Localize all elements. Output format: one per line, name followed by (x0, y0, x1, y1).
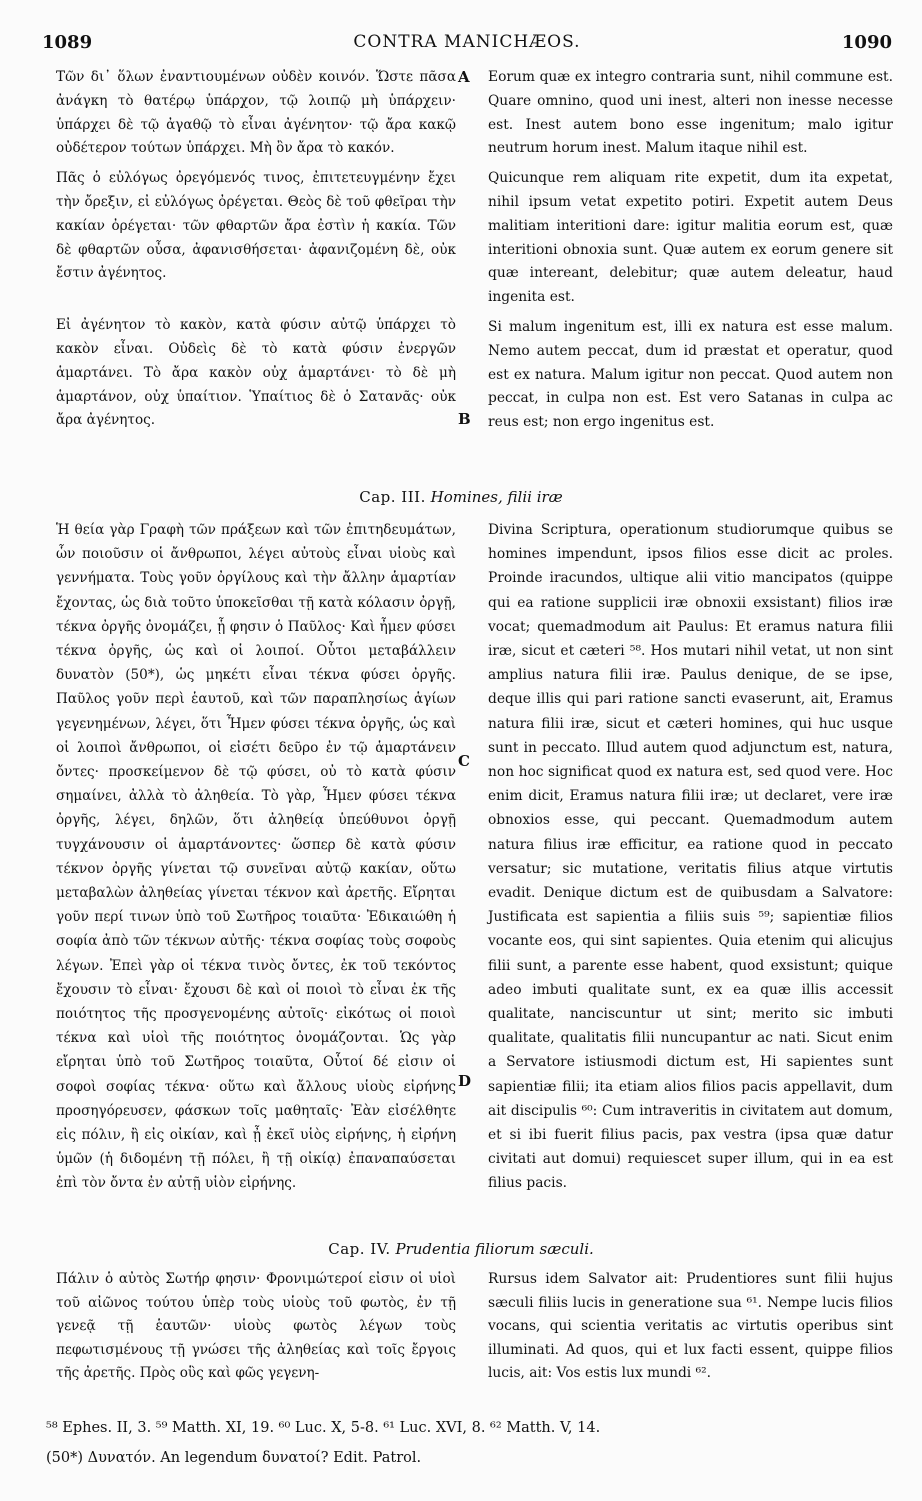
chapter-4-title: Prudentia filiorum sæculi. (395, 1240, 594, 1258)
margin-letter-d: D (458, 1072, 472, 1090)
greek-column-cap3 (56, 518, 456, 1202)
chapter-3-heading (0, 488, 922, 506)
chapter-4-heading (0, 1240, 922, 1258)
chapter-3-title: Homines, filii iræ (430, 488, 563, 506)
latin-paragraph: Divina Scriptura, operationum studiorumque quibus se homines impendunt, ipsos filios esse dicit ac proles. Proinde iracundos, ultique alii vitio mancipatos (quippe qui ea ratione supplicii iræ obnoxii exsistant) filios iræ vocat; quemadmodum ait Paulus: Et eramus natura filii iræ, sicut et cæteri ⁵⁸. Hos mutari nihil vetat, ut non sint amplius natura filii iræ. Paulus denique, de se ipse, deque illis qui pari ratione sancti evaserunt, ait, Eramus natura filii iræ, sicut et cæteri homines, qui huc usque sunt in peccato. Illud autem quod adjunctum est, natura, non hoc significat quod ex natura est, sed quod vere. Hoc enim dicit, Eramus natura filii iræ; ut declaret, vere iræ obnoxios esse, qui peccant. Quemadmodum autem natura filius iræ efficitur, ea ratione quod in peccato versatur; sic mutatione, veritatis filius atque virtutis evadit. Denique dictum est de quibusdam a Salvatore: Justificata est sapientia a filiis suis ⁵⁹; sapientiæ filios vocante eos, qui sint sapientes. Quia etenim qui alicujus filii sunt, a parente esse habent, quod exsistunt; quique adeo imbuti qualitate sunt, ex ea quæ illis accessit qualitate, nanciscuntur ut sint; merito sic imbuti qualitate, qualitatis filii nuncupantur ac nati. Sicut enim a Servatore istiusmodi dictum est, Hi sapientes sunt sapientiæ filii; ita etiam alios filios pacis appellavit, dum ait discipulis ⁶⁰: Cum intraveritis in civitatem aut domum, et si ibi fuerit filius pacis, pax vestra (ipsa quæ datur civitati aut domui) requiescet super illum, qui in ea est filius pacis. (488, 522, 893, 1192)
right-page-number: 1090 (841, 32, 892, 53)
margin-letter-a: A (458, 68, 470, 86)
latin-paragraph: Quicunque rem aliquam rite expetit, dum ita expetat, nihil ipsum vetat expetito potiri. Expetit autem Deus malitiam interitioni dare: igitur malitia eorum est, quæ interitioni obnoxia sunt. Quæ autem ex eorum genere sit quæ intereant, delebitur; quæ autem deleatur, haud ingenita est. (488, 170, 893, 306)
greek-column-cap4 (56, 1268, 456, 1392)
latin-column-cap3 (488, 518, 893, 1202)
chapter-3-label: Cap. III. (359, 488, 426, 506)
greek-paragraph: Πάλιν ὁ αὐτὸς Σωτήρ φησιν· Φρονιμώτεροί εἰσιν οἱ υἱοὶ τοῦ αἰῶνος τούτου ὑπὲρ τοὺς υἱοὺς τοῦ φωτὸς, ἐν τῇ γενεᾷ τῇ ἑαυτῶν· υἱοὺς φωτὸς λέγων τοὺς πεφωτισμένους τῇ γνώσει τῆς ἀληθείας καὶ τοῖς ἔργοις τῆς ἀρετῆς. Πρὸς οὓς καὶ φῶς γεγενη- (56, 1271, 456, 1381)
left-page-number: 1089 (42, 32, 93, 53)
margin-letter-b: B (458, 410, 471, 428)
latin-paragraph: Si malum ingenitum est, illi ex natura est esse malum. Nemo autem peccat, dum id præstat et operatur, quod est ex natura. Malum igitur non peccat. Quod autem non peccat, in culpa non est. Est vero Satanas in culpa ac reus est; non ergo ingenitus est. (488, 318, 893, 431)
margin-letter-c: C (458, 752, 470, 770)
greek-paragraph: Ἡ θεία γὰρ Γραφὴ τῶν πράξεων καὶ τῶν ἐπιτηδευμάτων, ὧν ποιοῦσιν οἱ ἄνθρωποι, λέγει αὐτοὺς εἶναι υἱοὺς καὶ γεννήματα. Τοὺς γοῦν ὀργίλους καὶ τὴν ἄλλην ἁμαρτίαν ἔχοντας, ὡς διὰ τοῦτο ὑποκεῖσθαι τῇ κατὰ κόλασιν ὀργῇ, τέκνα ὀργῆς ὀνομάζει, ᾗ φησιν ὁ Παῦλος· Καὶ ἦμεν φύσει τέκνα ὀργῆς, ὡς καὶ οἱ λοιποί. Οὗτοι μεταβάλλειν δυνατὸν (50*), ὡς μηκέτι εἶναι τέκνα φύσει ὀργῆς. Παῦλος γοῦν περὶ ἑαυτοῦ, καὶ τῶν παραπλησίως ἁγίων γεγενημένων, λέγει, ὅτι Ἦμεν φύσει τέκνα ὀργῆς, ὡς καὶ οἱ λοιποὶ ἄνθρωποι, οἱ εἰσέτι δεῦρο ἐν τῷ ἁμαρτάνειν ὄντες· προσκείμενον δὲ τῷ φύσει, οὐ τὸ κατὰ φύσιν σημαίνει, ἀλλὰ τὸ ἀληθεία. Τὸ γὰρ, Ἦμεν φύσει τέκνα ὀργῆς, λέγει, δηλῶν, ὅτι ἀληθείᾳ ὑπεύθυνοι ὀργῇ τυγχάνουσιν οἱ ἁμαρτάνοντες· ὥσπερ δὲ κατὰ φύσιν τέκνον ὀργῆς γίνεται τῷ συνεῖναι αὐτῷ κακίαν, οὕτω μεταβαλὼν ἀληθείας γίνεται τέκνον καὶ ἀρετῆς. Εἴρηται γοῦν περί τινων ὑπὸ τοῦ Σωτῆρος τοιαῦτα· Ἐδικαιώθη ἡ σοφία ἀπὸ τῶν τέκνων αὐτῆς· τέκνα σοφίας τοὺς σοφοὺς λέγων. Ἐπεὶ γὰρ οἱ τέκνα τινὸς ὄντες, ἐκ τοῦ τεκόντος ἔχουσιν τὸ εἶναι· ἔχουσι δὲ καὶ οἱ ποιοὶ τὸ εἶναι ἐκ τῆς ποιότητος τῆς προσγενομένης αὐτοῖς· εἰκότως οἱ ποιοὶ τέκνα καὶ υἱοὶ τῆς ποιότητος ὀνομάζονται. Ὡς γὰρ εἴρηται ὑπὸ τοῦ Σωτῆρος τοιαῦτα, Οὗτοί δέ εἰσιν οἱ σοφοὶ σοφίας τέκνα· οὕτω καὶ ἄλλους υἱοὺς εἰρήνης προσηγόρευσεν, φάσκων τοῖς μαθηταῖς· Ἐὰν εἰσέλθητε εἰς πόλιν, ἢ εἰς οἰκίαν, καὶ ᾖ ἐκεῖ υἱὸς εἰρήνης, ἡ εἰρήνη ὑμῶν (ἡ διδομένη τῇ πόλει, ἢ τῇ οἰκίᾳ) ἐπαναπαύσεται ἐπὶ τὸν ὄντα ἐν αὐτῇ υἱὸν εἰρήνης. (56, 522, 456, 1192)
greek-paragraph: Τῶν δι᾽ ὅλων ἐναντιουμένων οὐδὲν κοινόν. Ὥστε πᾶσα ἀνάγκη τὸ θατέρῳ ὑπάρχον, τῷ λοιπῷ μὴ ὑπάρχειν· ὑπάρχει δὲ τῷ ἀγαθῷ τὸ εἶναι ἀγένητον· τῷ ἄρα κακῷ οὐδέτερον τούτων ὑπάρχει. Μὴ ὂν ἄρα τὸ κακόν. (56, 69, 456, 157)
latin-column-cap4 (488, 1268, 893, 1392)
chapter-4-label: Cap. IV. (328, 1240, 391, 1258)
editorial-note: (50*) Δυνατόν. An legendum δυνατοί? Edit. Patrol. (46, 1450, 422, 1466)
latin-column-section1 (488, 66, 893, 441)
running-title: CONTRA MANICHÆOS. (353, 32, 581, 52)
greek-paragraph: Εἰ ἀγένητον τὸ κακὸν, κατὰ φύσιν αὐτῷ ὑπάρχει τὸ κακὸν εἶναι. Οὐδεὶς δὲ τὸ κατὰ φύσιν ἐνεργῶν ἁμαρτάνει. Τὸ ἄρα κακὸν οὐχ ἁμαρτάνει· τὸ δὲ μὴ ἁμαρτάνον, οὐχ ὑπαίτιον. Ὑπαίτιος δὲ ὁ Σατανᾶς· οὐκ ἄρα ἀγένητος. (56, 317, 456, 429)
footnote-references: ⁵⁸ Ephes. II, 3. ⁵⁹ Matth. XI, 19. ⁶⁰ Luc. X, 5-8. ⁶¹ Luc. XVI, 8. ⁶² Matth. V, 14. (46, 1420, 601, 1436)
latin-paragraph: Rursus idem Salvator ait: Prudentiores sunt filii hujus sæculi filiis lucis in generatione sua ⁶¹. Nempe lucis filios vocans, qui scientia veritatis ac virtutis operibus sint illuminati. Ad quos, qui et lux facti essent, quippe filios lucis, ait: Vos estis lux mundi ⁶². (488, 1271, 893, 1381)
page-header (42, 32, 892, 62)
greek-paragraph: Πᾶς ὁ εὐλόγως ὀρεγόμενός τινος, ἐπιτετευγμένην ἔχει τὴν ὄρεξιν, εἰ εὐλόγως ὀρέγεται. Θεὸς δὲ τοῦ φθεῖραι τὴν κακίαν ὀρέγεται· τῶν φθαρτῶν ἄρα ἐστὶν ἡ κακία. Τῶν δὲ φθαρτῶν οὖσα, ἀφανισθήσεται· ἀφανιζομένη δὲ, οὐκ ἔστιν ἀγένητος. (56, 170, 456, 282)
greek-column-section1 (56, 66, 456, 439)
footnotes (46, 1420, 892, 1480)
latin-paragraph: Eorum quæ ex integro contraria sunt, nihil commune est. Quare omnino, quod uni inest, alteri non inesse necesse est. Inest autem bono esse ingenitum; malo igitur neutrum horum inest. Malum itaque nihil est. (488, 69, 893, 157)
